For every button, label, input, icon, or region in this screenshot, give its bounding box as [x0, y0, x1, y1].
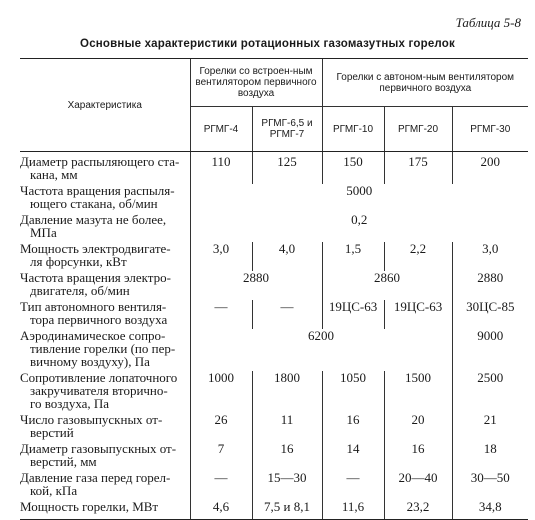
table-cell: 1,5	[322, 242, 384, 271]
table-cell: 15—30	[252, 471, 322, 500]
row-label	[20, 329, 190, 371]
table-row	[20, 413, 528, 442]
row-label	[20, 184, 190, 213]
row-label	[20, 413, 190, 442]
row-label-line: МПа	[30, 225, 57, 240]
table-cell: 3,0	[452, 242, 528, 271]
table-cell: 6200	[190, 329, 452, 371]
header-model: РГМГ-10	[322, 107, 384, 152]
table-cell: 7,5 и 8,1	[252, 500, 322, 520]
table-row	[20, 471, 528, 500]
header-group-builtin-fan: Горелки со встроен-ным вентилятором первичного воздуха	[190, 59, 322, 107]
header-model: РГМГ-30	[452, 107, 528, 152]
table-cell: —	[190, 471, 252, 500]
table-cell: 110	[190, 152, 252, 185]
table-cell: —	[322, 471, 384, 500]
table-row	[20, 271, 528, 300]
table-cell: 11	[252, 413, 322, 442]
table-cell: 30ЦС-85	[452, 300, 528, 329]
row-label-line: Аэродинамическое сопро-	[20, 328, 166, 343]
row-label-line: Тип автономного вентиля-	[20, 299, 167, 314]
table-cell: 18	[452, 442, 528, 471]
row-label-line: тора первичного воздуха	[30, 312, 168, 327]
row-label	[20, 213, 190, 242]
table-row	[20, 213, 528, 242]
table-row	[20, 442, 528, 471]
table-cell: 1500	[384, 371, 452, 413]
table-cell: 125	[252, 152, 322, 185]
table-cell: 4,6	[190, 500, 252, 520]
table-cell: 7	[190, 442, 252, 471]
table-cell: 21	[452, 413, 528, 442]
table-row	[20, 371, 528, 413]
row-label-line: Сопротивление лопаточного	[20, 370, 178, 385]
table-cell: 2880	[190, 271, 322, 300]
table-cell: 11,6	[322, 500, 384, 520]
row-label	[20, 242, 190, 271]
table-cell: 2860	[322, 271, 452, 300]
table-title: Основные характеристики ротационных газомазутных горелок	[80, 38, 455, 50]
row-label-line: го воздуха, Па	[30, 396, 110, 411]
table-cell: 9000	[452, 329, 528, 371]
table-cell: 2500	[452, 371, 528, 413]
table-cell: 26	[190, 413, 252, 442]
table-cell: 20—40	[384, 471, 452, 500]
table-row	[20, 500, 528, 520]
row-label-line: ля форсунки, кВт	[30, 254, 127, 269]
table-cell: 4,0	[252, 242, 322, 271]
row-label-line: вичному воздуху), Па	[30, 354, 150, 369]
table-cell: 1800	[252, 371, 322, 413]
table-cell: 175	[384, 152, 452, 185]
row-label-line: Частота вращения электро-	[20, 270, 171, 285]
header-characteristic: Характеристика	[20, 59, 190, 152]
row-label-line: Частота вращения распыля-	[20, 183, 175, 198]
table-caption: Таблица 5-8	[455, 15, 521, 30]
row-label-line: кана, мм	[30, 167, 78, 182]
row-label-line: Диаметр распыляющего ста-	[20, 154, 180, 169]
row-label	[20, 152, 190, 185]
table-row	[20, 329, 528, 371]
table-cell: 20	[384, 413, 452, 442]
table-cell: 0,2	[190, 213, 528, 242]
row-label-line: Мощность электродвигате-	[20, 241, 171, 256]
row-label	[20, 471, 190, 500]
row-label	[20, 500, 190, 520]
row-label-line: Мощность горелки, МВт	[20, 499, 159, 514]
row-label-line: Диаметр газовыпускных от-	[20, 441, 177, 456]
row-label	[20, 442, 190, 471]
table-cell: 14	[322, 442, 384, 471]
row-label-line: верстий, мм	[30, 454, 97, 469]
row-label-line: ющего стакана, об/мин	[30, 196, 158, 211]
row-label-line: Давление газа перед горел-	[20, 470, 171, 485]
row-label-line: двигателя, об/мин	[30, 283, 130, 298]
table-cell: —	[190, 300, 252, 329]
table-cell: 16	[384, 442, 452, 471]
table-cell: 200	[452, 152, 528, 185]
table-cell: 19ЦС-63	[322, 300, 384, 329]
row-label	[20, 271, 190, 300]
row-label-line: кой, кПа	[30, 483, 78, 498]
row-label	[20, 371, 190, 413]
table-row	[20, 300, 528, 329]
row-label-line: Давление мазута не более,	[20, 212, 167, 227]
table-cell: —	[252, 300, 322, 329]
header-model: РГМГ-6,5 и РГМГ-7	[252, 107, 322, 152]
row-label-line: верстий	[30, 425, 74, 440]
table-cell: 1050	[322, 371, 384, 413]
table-cell: 19ЦС-63	[384, 300, 452, 329]
table-cell: 2,2	[384, 242, 452, 271]
header-model: РГМГ-4	[190, 107, 252, 152]
table-cell: 16	[322, 413, 384, 442]
table-cell: 150	[322, 152, 384, 185]
table-cell: 30—50	[452, 471, 528, 500]
table-row	[20, 152, 528, 185]
table-cell: 16	[252, 442, 322, 471]
table-cell: 3,0	[190, 242, 252, 271]
characteristics-table	[20, 58, 528, 520]
row-label-line: тивление горелки (по пер-	[30, 341, 176, 356]
table-cell: 5000	[190, 184, 528, 213]
header-group-autonomous-fan: Горелки с автоном-ным вентилятором первичного воздуха	[322, 59, 528, 107]
table-cell: 2880	[452, 271, 528, 300]
row-label	[20, 300, 190, 329]
table-cell: 23,2	[384, 500, 452, 520]
header-model: РГМГ-20	[384, 107, 452, 152]
table-row	[20, 242, 528, 271]
table-row	[20, 184, 528, 213]
table-cell: 1000	[190, 371, 252, 413]
row-label-line: закручивателя вторично-	[30, 383, 168, 398]
table-cell: 34,8	[452, 500, 528, 520]
row-label-line: Число газовыпускных от-	[20, 412, 163, 427]
